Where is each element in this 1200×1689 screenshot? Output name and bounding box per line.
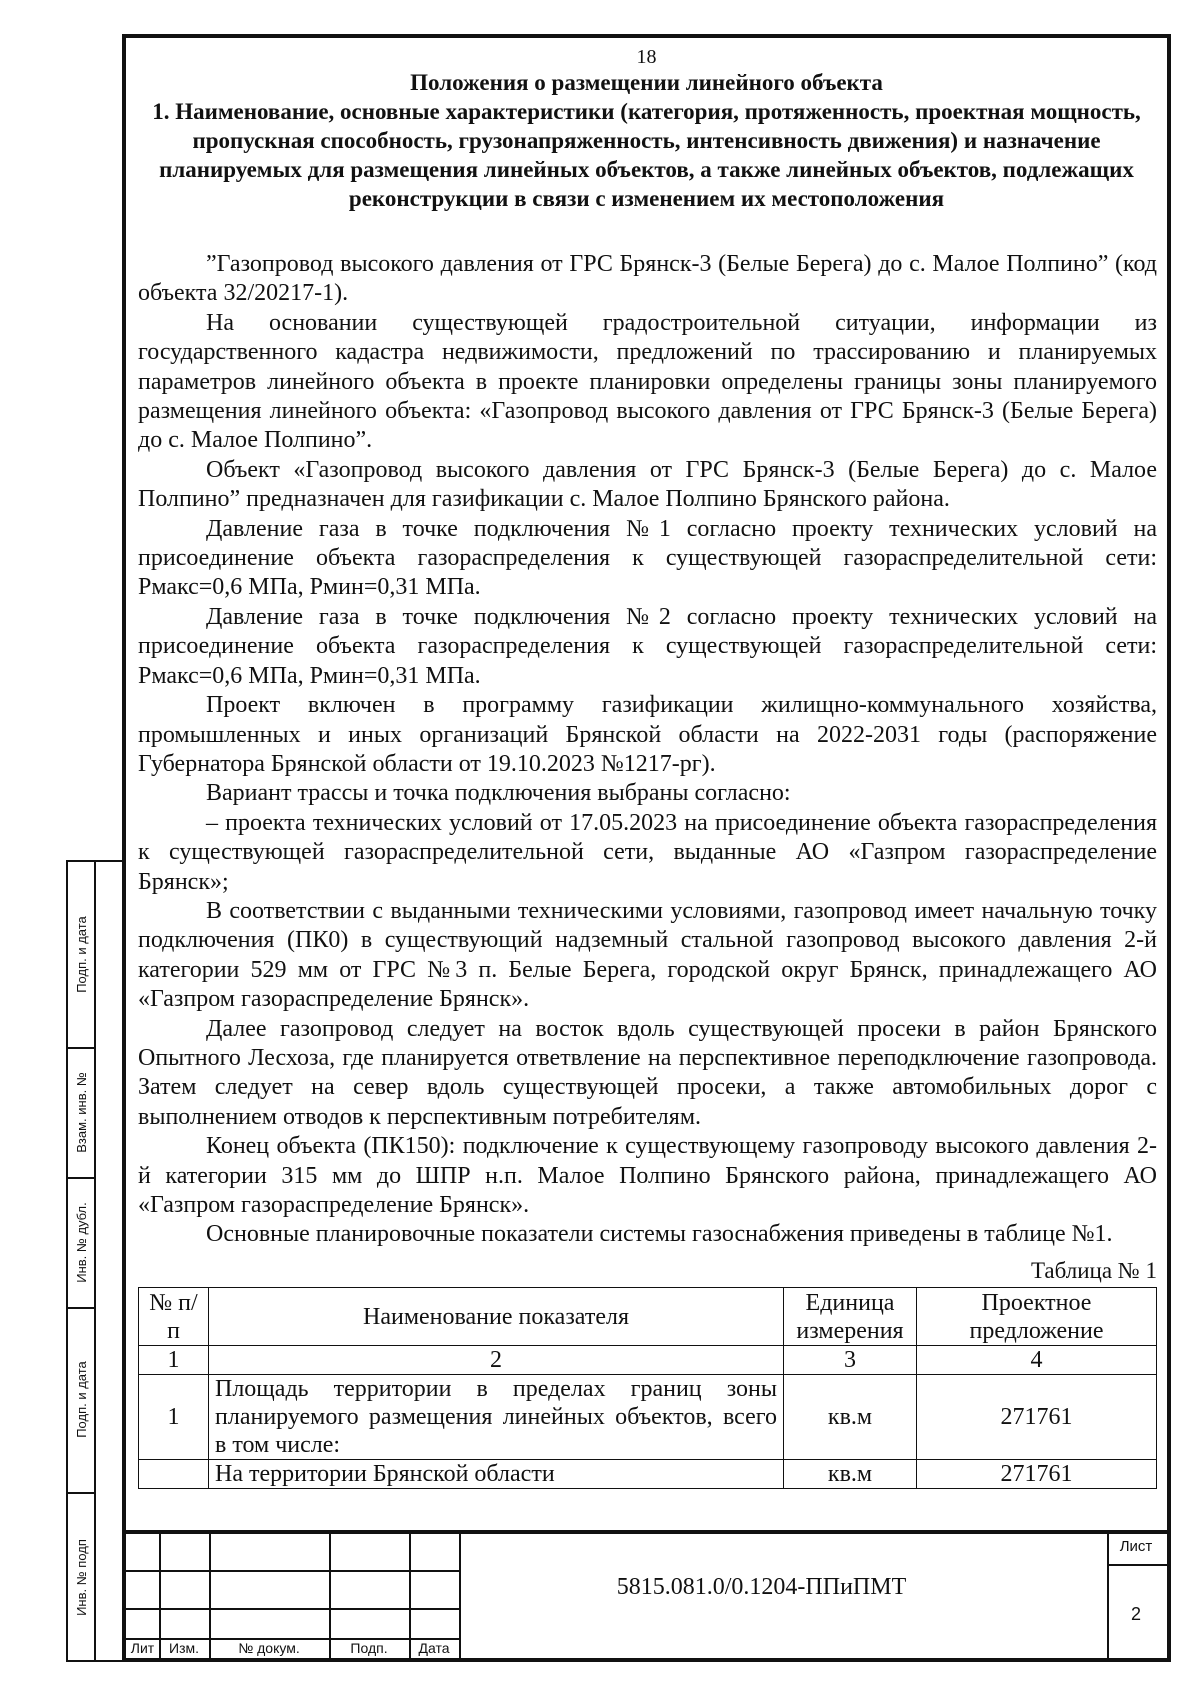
stamp-divider <box>459 1534 461 1658</box>
title-block-stamp <box>126 1530 1167 1658</box>
table-header-row <box>139 1288 1157 1346</box>
paragraph: Далее газопровод следует на восток вдоль существующей просеки в район Брянского Опытного Лесхоза, где планируется ответвление на перспективное переподключение газопровода. Затем следует на север вдоль существующей просеки, а также автомобильных дорог с выполнением отводов к перспективным потребителям. <box>138 1015 1157 1130</box>
paragraph: В соответствии с выданными техническими условиями, газопровод имеет начальную точку подключения (ПК0) в существующий надземный стальной газопровод высокого давления 2-й категории 529 мм от ГРС №3 п. Белые Берега, городской округ Брянск, принадлежащего АО «Газпром газораспределение Брянск». <box>138 897 1157 1013</box>
table-header-cell: Единица измерения <box>784 1288 917 1346</box>
section-heading-block <box>136 68 1157 213</box>
stamp-label-lit: Лит <box>130 1640 155 1656</box>
table-cell <box>139 1460 209 1489</box>
table-cell: кв.м <box>784 1460 917 1489</box>
side-margin-strip <box>66 860 122 1662</box>
table-row <box>139 1375 1157 1460</box>
paragraph: Давление газа в точке подключения №2 согласно проекту технических условий на присоединение объекта газораспределения к существующей газораспределительной сети: Рмакс=0,6 МПа, Рмин=0,31 МПа. <box>138 603 1157 689</box>
table-cell: На территории Брянской области <box>209 1460 784 1489</box>
indicators-table <box>138 1287 1157 1489</box>
document-body <box>138 250 1157 1489</box>
stamp-row-line <box>126 1570 459 1572</box>
table-cell: кв.м <box>784 1375 917 1460</box>
table-cell: 271761 <box>917 1375 1157 1460</box>
paragraph: ”Газопровод высокого давления от ГРС Брянск-3 (Белые Берега) до с. Малое Полпино” (код объекта 32/20217-1). <box>138 251 1157 307</box>
document-code: 5815.081.0/0.1204-ППиПМТ <box>616 1574 907 1600</box>
sheet-label: Лист <box>1119 1538 1153 1555</box>
section-title: 1. Наименование, основные характеристики (категория, протяженность, проектная мощность, пропускная способность, грузонапряженность, интенсивность движения) и назначение планируемых для размещения линейных объектов, а также линейных объектов, подлежащих реконструкции в связи с изменением их местоположения <box>152 99 1141 211</box>
paragraph: Проект включен в программу газификации жилищно-коммунального хозяйства, промышленных и иных организаций Брянской области на 2022-2031 годы (распоряжение Губернатора Брянской области от 19.10.2023 №1217-рг). <box>138 692 1157 777</box>
table-cell: 2 <box>209 1346 784 1375</box>
paragraph: Вариант трассы и точка подключения выбраны согласно: <box>206 780 791 807</box>
paragraph: Объект «Газопровод высокого давления от ГРС Брянск-3 (Белые Берега) до с. Малое Полпино” предназначен для газификации с. Малое Полпино Брянского района. <box>138 456 1157 513</box>
table-cell: Площадь территории в пределах границ зоны планируемого размещения линейных объектов, всего в том числе: <box>209 1375 784 1460</box>
side-strip-divider <box>94 862 96 1660</box>
stamp-label-signature: Подп. <box>350 1640 388 1656</box>
table-cell: 1 <box>139 1375 209 1460</box>
side-label-orig-inv: Инв. № подп <box>73 1538 89 1616</box>
table-cell: 271761 <box>917 1460 1157 1489</box>
table-header-cell: Наименование показателя <box>209 1288 784 1346</box>
stamp-row-line <box>126 1608 459 1610</box>
side-label-dup-inv: Инв. № дубл. <box>73 1201 89 1283</box>
table-cell: 3 <box>784 1346 917 1375</box>
paragraph: Конец объекта (ПК150): подключение к существующему газопроводу высокого давления 2-й категории 315 мм до ШПР н.п. Малое Полпино Брянского района, принадлежащего АО «Газпром газораспределение Брянск». <box>138 1133 1157 1218</box>
side-label-replace-inv: Взам. инв. № <box>73 1071 89 1153</box>
table-caption: Таблица № 1 <box>1030 1257 1157 1283</box>
page-number: 18 <box>636 46 657 68</box>
stamp-label-doc-number: № докум. <box>238 1640 300 1656</box>
stamp-row-line <box>1109 1564 1167 1566</box>
table-row <box>139 1460 1157 1489</box>
table-column-number-row <box>139 1346 1157 1375</box>
paragraph: – проекта технических условий от 17.05.2023 на присоединение объекта газораспределения к существующей газораспределительной сети, выданные АО «Газпром газораспределение Брянск»; <box>138 809 1157 895</box>
stamp-label-change: Изм. <box>169 1640 199 1656</box>
page-frame <box>122 34 1171 1662</box>
table-header-cell: Проектное предложение <box>917 1288 1157 1346</box>
table-header-cell: № п/п <box>139 1288 209 1346</box>
paragraph: На основании существующей градостроительной ситуации, информации из государственного кадастра недвижимости, предложений по трассированию и планируемых параметров линейного объекта в проекте планировки определены границы зоны планируемого размещения линейного объекта: «Газопровод высокого давления от ГРС Брянск-3 (Белые Берега) до с. Малое Полпино”. <box>138 309 1157 454</box>
table-cell: 1 <box>139 1346 209 1375</box>
table-cell: 4 <box>917 1346 1157 1375</box>
page-heading: Положения о размещении линейного объекта <box>410 70 883 95</box>
sheet-number: 2 <box>1130 1604 1141 1624</box>
paragraph: Основные планировочные показатели системы газоснабжения приведены в таблице №1. <box>206 1221 1113 1248</box>
paragraph: Давление газа в точке подключения №1 согласно проекту технических условий на присоединение объекта газораспределения к существующей газораспределительной сети: Рмакс=0,6 МПа, Рмин=0,31 МПа. <box>138 515 1157 601</box>
side-label-sign-date-2: Подп. и дата <box>73 1361 89 1438</box>
stamp-label-date: Дата <box>418 1640 450 1656</box>
side-label-sign-date-1: Подп. и дата <box>73 916 89 993</box>
